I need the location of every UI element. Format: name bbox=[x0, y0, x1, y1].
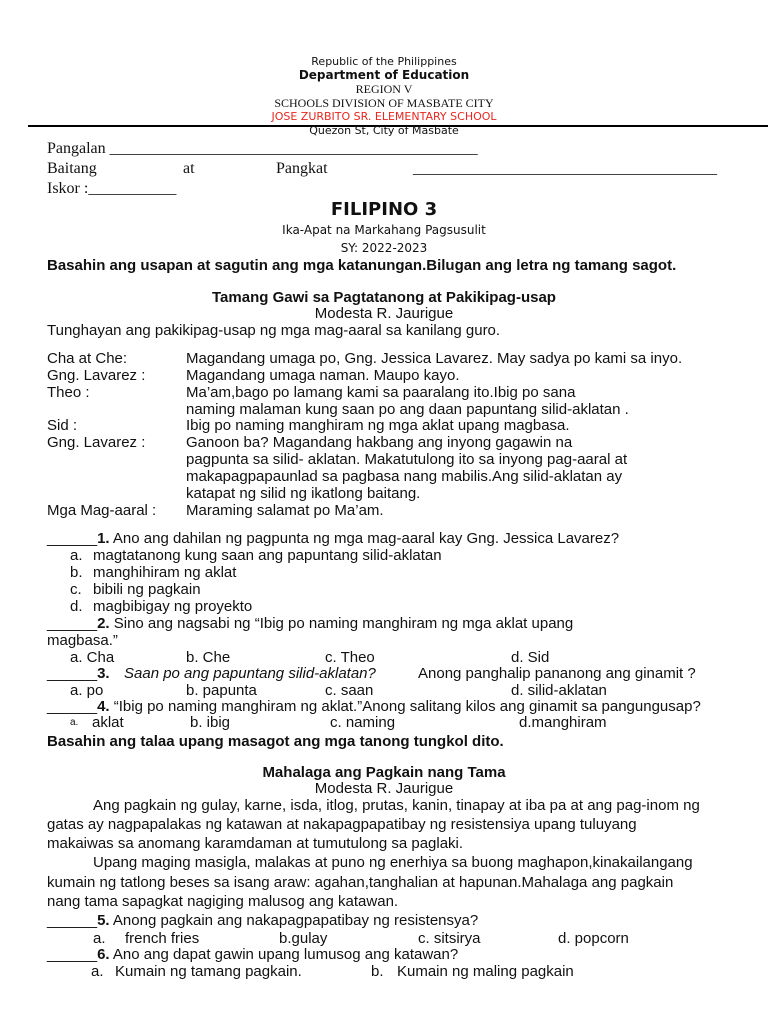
part1-instruction: Basahin ang usapan at sagutin ang mga katanungan.Bilugan ang letra ng tamang sagot. bbox=[47, 257, 677, 274]
question-text: Ano ang dapat gawin upang lumusog ang katawan? bbox=[109, 946, 459, 963]
q2-choice-d: d. Sid bbox=[511, 649, 550, 666]
q1-choice-c: c. bbox=[70, 581, 82, 598]
pangalan-field: Pangalan ______________________________________________ bbox=[47, 140, 478, 157]
dialogue-line: katapat ng silid ng ikatlong baitang. bbox=[186, 485, 421, 502]
q4-choice-d: d.manghiram bbox=[519, 714, 607, 731]
answer-blank: ______ bbox=[47, 912, 98, 929]
question-number: 6. bbox=[97, 946, 110, 963]
answer-blank: ______ bbox=[47, 946, 98, 963]
question-3-text: Anong panghalip pananong ang ginamit ? bbox=[418, 665, 696, 682]
q5-choice-d: d. popcorn bbox=[558, 930, 629, 947]
q1-choice-b-text: manghihiram ng aklat bbox=[93, 564, 237, 581]
q2-choice-b: b. Che bbox=[186, 649, 231, 666]
dialogue-line: naming malaman kung saan po ang daan papuntang silid-aklatan . bbox=[186, 401, 629, 418]
answer-blank: ______ bbox=[47, 615, 98, 632]
q6-choice-b: Kumain ng maling pagkain bbox=[397, 963, 574, 980]
pangkat-line: ______________________________________ bbox=[413, 160, 717, 177]
answer-blank: ______ bbox=[47, 530, 98, 547]
dialogue-speaker: Cha at Che: bbox=[47, 350, 128, 367]
question-number: 5. bbox=[97, 912, 110, 929]
q1-choice-c-text: bibili ng pagkain bbox=[93, 581, 201, 598]
header-republic: Republic of the Philippines bbox=[311, 55, 457, 68]
q1-choice-a: a. bbox=[70, 547, 83, 564]
dialogue-speaker: Mga Mag-aaral : bbox=[47, 502, 157, 519]
dialogue-line: makapagpapaunlad sa pagbasa nang mabilis.Ang silid-aklatan ay bbox=[186, 468, 623, 485]
dialogue-line: Maraming salamat po Ma’am. bbox=[186, 502, 384, 519]
question-1 bbox=[47, 530, 619, 547]
question-text: Anong pagkain ang nakapagpapatibay ng resistensya? bbox=[109, 912, 479, 929]
iskor-field: Iskor :___________ bbox=[47, 180, 177, 197]
question-text: Ano ang dahilan ng pagpunta ng mga mag-aaral kay Gng. Jessica Lavarez? bbox=[109, 530, 620, 547]
header-department: Department of Education bbox=[298, 68, 470, 82]
dialogue-line: Ma’am,bago po lamang kami sa paaralang ito.Ibig po sana bbox=[186, 384, 576, 401]
q6-choice-a: Kumain ng tamang pagkain. bbox=[115, 963, 302, 980]
dialogue-line: Magandang umaga naman. Maupo kayo. bbox=[186, 367, 460, 384]
dialogue-line: pagpunta sa silid- aklatan. Makatutulong ito sa inyong pag-aaral at bbox=[186, 451, 628, 468]
question-3 bbox=[47, 665, 110, 682]
question-number: 3. bbox=[97, 665, 110, 682]
paragraph-line: makaiwas sa anomang karamdaman at tumutulong sa paglaki. bbox=[47, 835, 464, 852]
question-6 bbox=[47, 946, 458, 963]
paragraph-line: Upang maging masigla, malakas at puno ng enerhiya sa buong maghapon,kinakailangang bbox=[93, 854, 693, 871]
q1-choice-d: d. bbox=[70, 598, 83, 615]
school-year: SY: 2022-2023 bbox=[340, 241, 428, 255]
part1-intro: Tunghayan ang pakikipag-usap ng mga mag-aaral sa kanilang guro. bbox=[47, 322, 501, 339]
q1-choice-d-text: magbibigay ng proyekto bbox=[93, 598, 253, 615]
question-2 bbox=[47, 615, 573, 632]
dialogue-speaker: Gng. Lavarez : bbox=[47, 367, 146, 384]
dialogue-line: Magandang umaga po, Gng. Jessica Lavarez. May sadya po kami sa inyo. bbox=[186, 350, 683, 367]
question-4 bbox=[47, 698, 701, 715]
paragraph-line: gatas ay nagpapalakas ng katawan at nakapagpapatibay ng resistensiya upang tuluyang bbox=[47, 816, 637, 833]
part1-author: Modesta R. Jaurigue bbox=[314, 305, 454, 322]
question-5 bbox=[47, 912, 478, 929]
exam-title: Ika-Apat na Markahang Pagsusulit bbox=[282, 223, 486, 237]
paragraph-line: kumain ng tatlong beses sa isang araw: agahan,tanghalian at hapunan.Mahalaga ang pagkain bbox=[47, 874, 674, 891]
at-label: at bbox=[183, 160, 195, 177]
dialogue-line: Ibig po naming manghiram ng mga aklat upang magbasa. bbox=[186, 417, 570, 434]
q3-choice-b: b. papunta bbox=[186, 682, 257, 699]
answer-blank: ______ bbox=[47, 698, 98, 715]
dialogue-speaker: Sid : bbox=[47, 417, 78, 434]
q3-choice-c: c. saan bbox=[325, 682, 374, 699]
question-number: 1. bbox=[97, 530, 110, 547]
q6-choice-b-letter: b. bbox=[371, 963, 384, 980]
question-text: Sino ang nagsabi ng “Ibig po naming manghiram ng mga aklat upang bbox=[109, 615, 574, 632]
question-number: 2. bbox=[97, 615, 110, 632]
q4-choice-c: c. naming bbox=[330, 714, 396, 731]
header-region: REGION V bbox=[355, 82, 413, 96]
dialogue-speaker: Theo : bbox=[47, 384, 90, 401]
q5-choice-b: b.gulay bbox=[279, 930, 328, 947]
subject-title: FILIPINO 3 bbox=[330, 199, 438, 220]
part2-story-title: Mahalaga ang Pagkain nang Tama bbox=[262, 764, 506, 781]
answer-blank: ______ bbox=[47, 665, 98, 682]
q4-choice-a-letter: a. bbox=[70, 717, 79, 728]
q4-choice-a: aklat bbox=[92, 714, 124, 731]
q4-choice-b: b. ibig bbox=[190, 714, 231, 731]
q2-choice-a: a. Cha bbox=[70, 649, 115, 666]
question-number: 4. bbox=[97, 698, 110, 715]
part2-instruction: Basahin ang talaa upang masagot ang mga tanong tungkol dito. bbox=[47, 733, 504, 750]
part1-story-title: Tamang Gawi sa Pagtatanong at Pakikipag-usap bbox=[212, 289, 556, 306]
q1-choice-b: b. bbox=[70, 564, 83, 581]
q5-choice-a: french fries bbox=[125, 930, 200, 947]
question-text: “Ibig po naming manghiram ng aklat.”Anong salitang kilos ang ginamit sa pangungusap? bbox=[109, 698, 701, 715]
question-2-cont: magbasa.” bbox=[47, 632, 118, 649]
q2-choice-c: c. Theo bbox=[325, 649, 375, 666]
q5-choice-c: c. sitsirya bbox=[418, 930, 481, 947]
question-3-quote: Saan po ang papuntang silid-aklatan? bbox=[124, 665, 376, 682]
q5-choice-a-letter: a. bbox=[93, 930, 106, 947]
pangkat-label: Pangkat bbox=[276, 160, 328, 177]
q1-choice-a-text: magtatanong kung saan ang papuntang silid-aklatan bbox=[93, 547, 442, 564]
dialogue-speaker: Gng. Lavarez : bbox=[47, 434, 146, 451]
part2-author: Modesta R. Jaurigue bbox=[314, 780, 454, 797]
paragraph-line: Ang pagkain ng gulay, karne, isda, itlog, prutas, kanin, tinapay at iba pa at ang pag-inom ng bbox=[93, 797, 700, 814]
header-division: SCHOOLS DIVISION OF MASBATE CITY bbox=[274, 96, 494, 110]
dialogue-line: Ganoon ba? Magandang hakbang ang inyong gagawin na bbox=[186, 434, 573, 451]
header-address: Quezon St, City of Masbate bbox=[309, 124, 459, 137]
q3-choice-a: a. po bbox=[70, 682, 104, 699]
paragraph-line: nang tama sapagkat nagiging malusog ang katawan. bbox=[47, 893, 399, 910]
q6-choice-a-letter: a. bbox=[91, 963, 104, 980]
q3-choice-d: d. silid-aklatan bbox=[511, 682, 607, 699]
baitang-label: Baitang bbox=[47, 160, 97, 177]
header-school: JOSE ZURBITO SR. ELEMENTARY SCHOOL bbox=[271, 110, 497, 123]
